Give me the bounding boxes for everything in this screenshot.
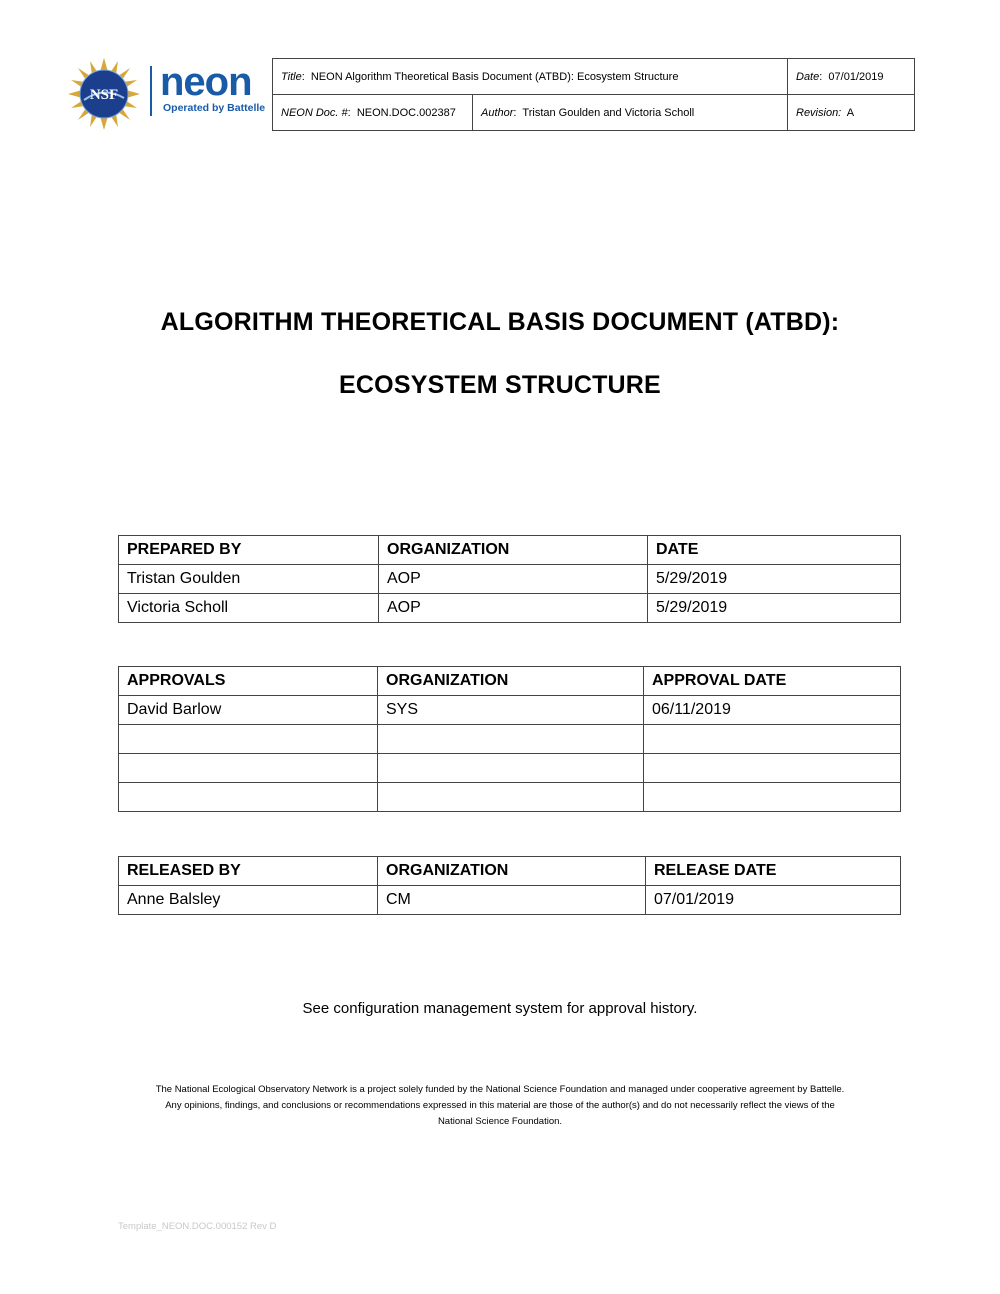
neon-wordmark (160, 62, 268, 102)
table-header-row (119, 536, 901, 565)
table-header-row (119, 667, 901, 696)
title-value: NEON Algorithm Theoretical Basis Document (ATBD): Ecosystem Structure (310, 70, 679, 83)
column-header: ORGANIZATION (378, 667, 644, 696)
table-cell: 5/29/2019 (648, 594, 901, 623)
funding-disclaimer (100, 1082, 900, 1130)
doc-label: NEON Doc. # (281, 106, 348, 119)
seal-text: NSF (89, 87, 119, 103)
neon-logo-text: neon (160, 62, 252, 102)
table-cell (119, 783, 378, 812)
revision-value: A (846, 106, 855, 119)
table-cell: AOP (379, 594, 648, 623)
title-label: Title (281, 70, 302, 83)
approvals-table (118, 666, 901, 812)
column-header: ORGANIZATION (379, 536, 648, 565)
document-header-table (272, 58, 915, 131)
table-cell (644, 725, 901, 754)
table-row (119, 783, 901, 812)
template-id: Template_NEON.DOC.000152 Rev D (118, 1221, 277, 1232)
author-label: Author (481, 106, 514, 119)
doc-number-cell: NEON Doc. #: NEON.DOC.002387 (273, 95, 473, 131)
doc-value: NEON.DOC.002387 (356, 106, 456, 119)
table-cell: CM (378, 886, 646, 915)
table-cell: Tristan Goulden (119, 565, 379, 594)
table-cell: Victoria Scholl (119, 594, 379, 623)
table-row (119, 754, 901, 783)
revision-cell (788, 95, 915, 131)
table-row (119, 565, 901, 594)
disclaimer-line: Any opinions, findings, and conclusions or recommendations expressed in this material are those of the author(s) and do not necessarily reflect the views of the (165, 1100, 835, 1111)
column-header: APPROVAL DATE (644, 667, 901, 696)
disclaimer-line: National Science Foundation. (437, 1116, 563, 1127)
column-header: APPROVALS (119, 667, 378, 696)
table-cell: 06/11/2019 (644, 696, 901, 725)
column-header: RELEASE DATE (646, 857, 901, 886)
table-cell (378, 754, 644, 783)
table-header-row (119, 857, 901, 886)
prepared-by-table (118, 535, 901, 623)
table-cell: Anne Balsley (119, 886, 378, 915)
title-cell: Title: NEON Algorithm Theoretical Basis Document (ATBD): Ecosystem Structure (273, 59, 788, 95)
table-row (119, 725, 901, 754)
logo-subtext: Operated by Battelle (163, 102, 266, 114)
column-header: RELEASED BY (119, 857, 378, 886)
nsf-seal-icon (68, 58, 140, 130)
table-cell: David Barlow (119, 696, 378, 725)
table-row (119, 696, 901, 725)
date-value: 07/01/2019 (828, 70, 884, 83)
column-header: ORGANIZATION (378, 857, 646, 886)
table-cell: 07/01/2019 (646, 886, 901, 915)
logo-divider (150, 66, 152, 116)
disclaimer-line: The National Ecological Observatory Network is a project solely funded by the National Science Foundation and managed under cooperative agreement by Battelle. (155, 1084, 845, 1095)
logo-area (68, 58, 270, 130)
table-cell (644, 754, 901, 783)
table-cell (378, 783, 644, 812)
table-cell (119, 754, 378, 783)
table-row (119, 886, 901, 915)
table-cell: 5/29/2019 (648, 565, 901, 594)
author-value: Tristan Goulden and Victoria Scholl (522, 106, 695, 119)
approval-history-note: See configuration management system for approval history. (302, 1000, 698, 1017)
table-cell (644, 783, 901, 812)
document-title-line-1: ALGORITHM THEORETICAL BASIS DOCUMENT (ATBD): (160, 308, 840, 336)
table-cell: SYS (378, 696, 644, 725)
table-cell: AOP (379, 565, 648, 594)
column-header: DATE (648, 536, 901, 565)
column-header: PREPARED BY (119, 536, 379, 565)
table-cell (378, 725, 644, 754)
date-cell: Date: 07/01/2019 (788, 59, 915, 95)
table-cell (119, 725, 378, 754)
revision-label: Revision: (796, 106, 842, 119)
date-label: Date (796, 70, 820, 83)
author-cell: Author: Tristan Goulden and Victoria Scholl (473, 95, 788, 131)
released-by-table (118, 856, 901, 915)
document-title-line-2: ECOSYSTEM STRUCTURE (339, 371, 661, 399)
table-row (119, 594, 901, 623)
